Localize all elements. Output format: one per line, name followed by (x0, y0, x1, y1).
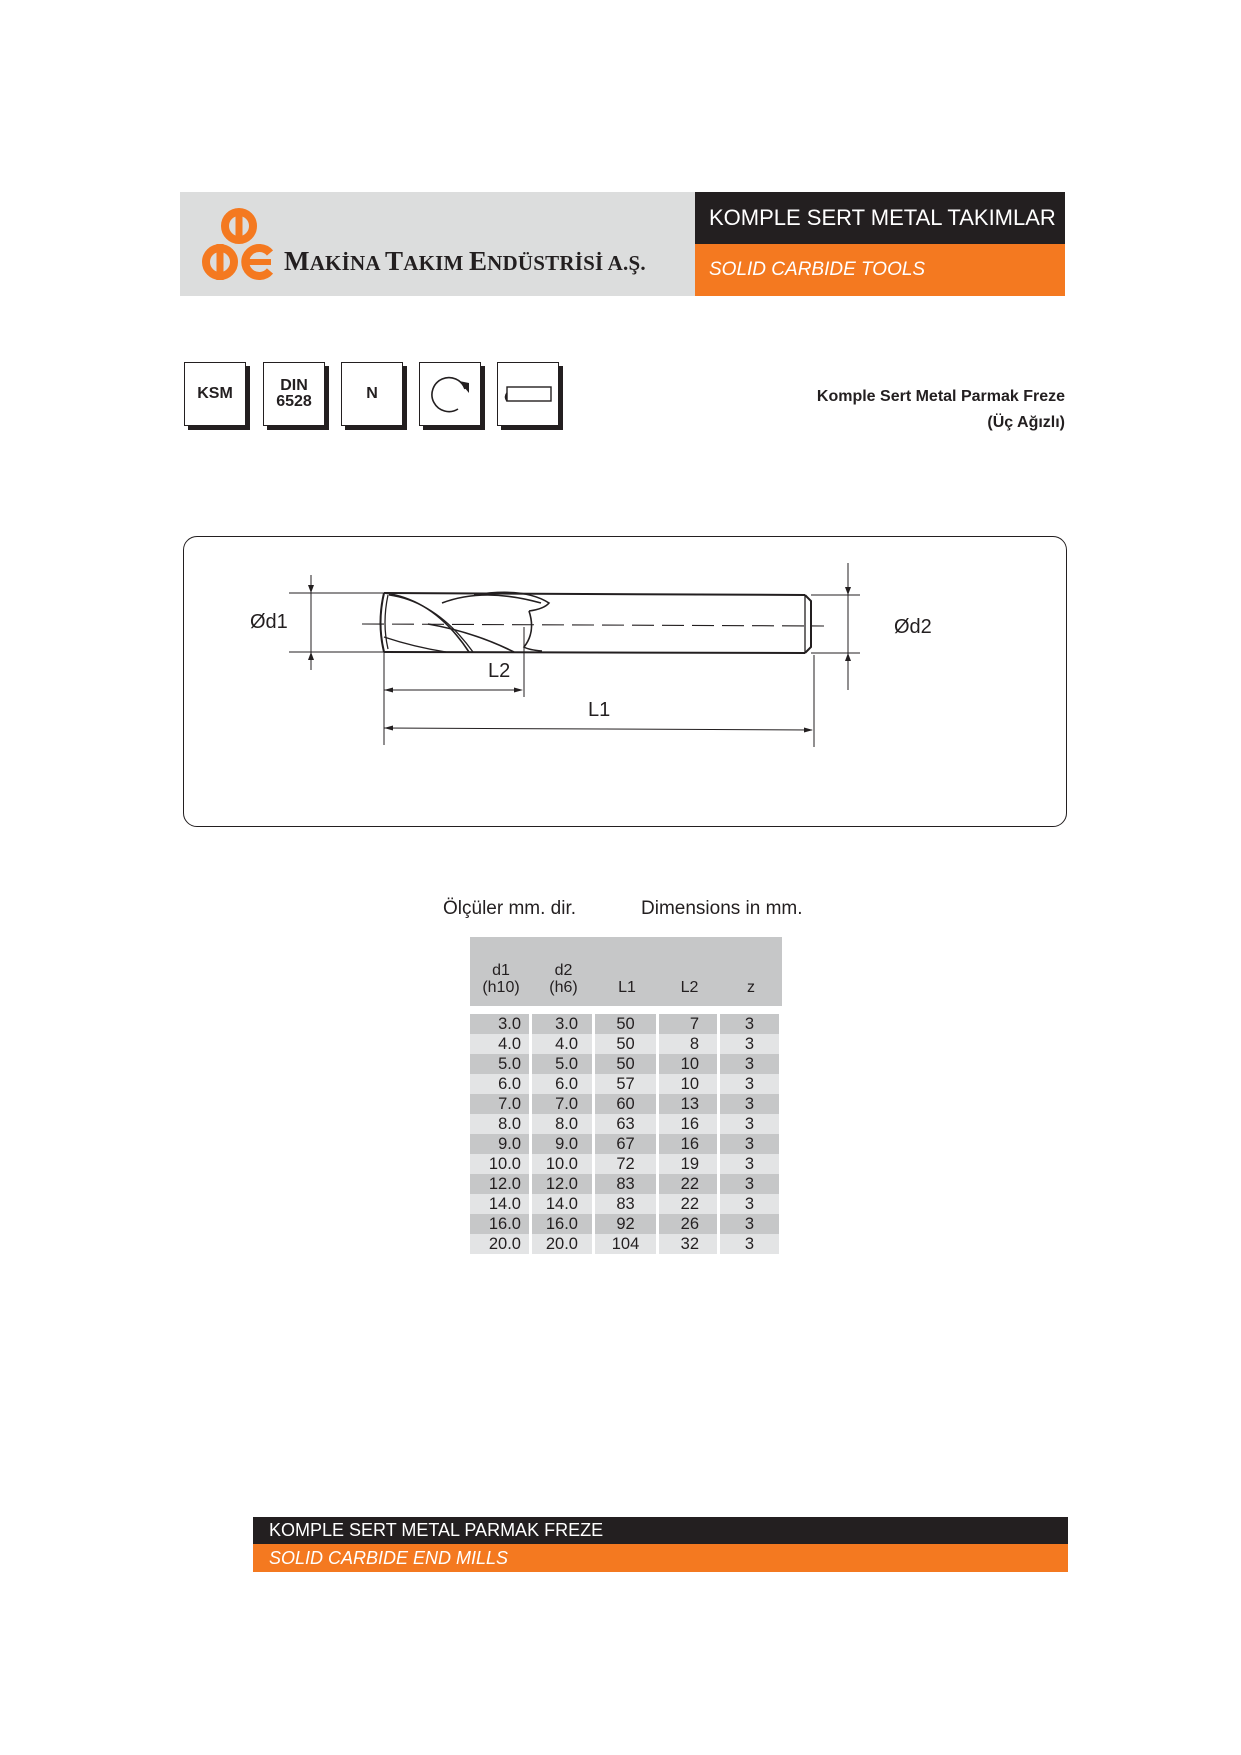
cell-z: 3 (720, 1154, 779, 1174)
table-row (470, 1154, 782, 1174)
cell-d1: 8.0 (470, 1114, 529, 1134)
cell-l1: 67 (595, 1134, 656, 1154)
cell-l1: 50 (595, 1054, 656, 1074)
header-d1-tolerance: (h10) (482, 979, 520, 996)
din-badge-line1: DIN (280, 377, 308, 394)
label-d1: Ød1 (250, 611, 288, 633)
cell-l2: 19 (659, 1154, 717, 1174)
cell-d1: 9.0 (470, 1134, 529, 1154)
cell-l2: 22 (659, 1194, 717, 1214)
ksm-badge (184, 362, 246, 426)
header-l1 (595, 937, 659, 1006)
product-subtitle: (Üç Ağızlı) (987, 414, 1065, 431)
table-row (470, 1214, 782, 1234)
cell-l1: 72 (595, 1154, 656, 1174)
cell-l2: 32 (659, 1234, 717, 1254)
header-d2-tolerance: (h6) (549, 979, 578, 996)
table-row (470, 1174, 782, 1194)
company-name-initial: M (284, 246, 310, 276)
dimensions-caption-tr: Ölçüler mm. dir. (443, 898, 577, 919)
footer-title-en: SOLID CARBIDE END MILLS (253, 1544, 1068, 1572)
cell-d2: 14.0 (532, 1194, 592, 1214)
cell-l1: 57 (595, 1074, 656, 1094)
cell-d1: 12.0 (470, 1174, 529, 1194)
dimensions-caption-en: Dimensions in mm. (641, 898, 803, 919)
cell-d2: 12.0 (532, 1174, 592, 1194)
cell-d2: 3.0 (532, 1014, 592, 1034)
header-l2-text: L2 (680, 979, 699, 996)
cell-l2: 26 (659, 1214, 717, 1234)
cell-d2: 4.0 (532, 1034, 592, 1054)
company-name-rest: NDÜSTRİSİ (487, 251, 608, 275)
cell-d1: 20.0 (470, 1234, 529, 1254)
table-row (470, 1094, 782, 1114)
table-row (470, 1074, 782, 1094)
company-name-initial: E (468, 246, 488, 276)
cell-z: 3 (720, 1134, 779, 1154)
cell-z: 3 (720, 1054, 779, 1074)
n-badge-text: N (366, 385, 378, 402)
cell-d2: 5.0 (532, 1054, 592, 1074)
din-badge (263, 362, 325, 426)
header-d2-name: d2 (554, 962, 573, 979)
category-title-en: SOLID CARBIDE TOOLS (695, 244, 1065, 296)
company-name-rest: AKIM (403, 251, 469, 275)
header-d1 (470, 937, 532, 1006)
cell-l2: 7 (659, 1014, 717, 1034)
technical-drawing (183, 536, 1067, 827)
cell-d1: 14.0 (470, 1194, 529, 1214)
company-name (284, 246, 646, 277)
cell-d2: 16.0 (532, 1214, 592, 1234)
ksm-badge-text: KSM (197, 385, 233, 402)
rotation-icon (419, 362, 481, 426)
company-name-rest: AKİNA (309, 251, 385, 275)
table-row (470, 1014, 782, 1034)
cell-l2: 8 (659, 1034, 717, 1054)
table-row (470, 1034, 782, 1054)
cell-d1: 10.0 (470, 1154, 529, 1174)
cell-d1: 5.0 (470, 1054, 529, 1074)
n-badge (341, 362, 403, 426)
table-row (470, 1194, 782, 1214)
label-l1: L1 (588, 699, 611, 721)
cell-l1: 92 (595, 1214, 656, 1234)
cell-z: 3 (720, 1194, 779, 1214)
header-l1-text: L1 (618, 979, 636, 996)
cell-d2: 9.0 (532, 1134, 592, 1154)
end-mill-drawing (184, 537, 1068, 828)
company-name-rest: A.Ş. (607, 251, 646, 275)
cell-d2: 7.0 (532, 1094, 592, 1114)
table-row (470, 1054, 782, 1074)
cell-l2: 10 (659, 1054, 717, 1074)
cell-z: 3 (720, 1014, 779, 1034)
cell-l1: 60 (595, 1094, 656, 1114)
cell-l2: 13 (659, 1094, 717, 1114)
cell-l1: 83 (595, 1194, 656, 1214)
header-z (720, 937, 782, 1006)
cell-d1: 16.0 (470, 1214, 529, 1234)
cell-d1: 6.0 (470, 1074, 529, 1094)
table-body (470, 1014, 782, 1254)
cell-z: 3 (720, 1034, 779, 1054)
product-title: Komple Sert Metal Parmak Freze (816, 388, 1065, 405)
cell-z: 3 (720, 1234, 779, 1254)
header-z-text: z (747, 979, 755, 996)
cell-l1: 50 (595, 1034, 656, 1054)
cell-d1: 4.0 (470, 1034, 529, 1054)
cell-d2: 20.0 (532, 1234, 592, 1254)
cell-d2: 6.0 (532, 1074, 592, 1094)
cell-l1: 50 (595, 1014, 656, 1034)
cell-d2: 10.0 (532, 1154, 592, 1174)
header-d2 (532, 937, 595, 1006)
cell-z: 3 (720, 1214, 779, 1234)
cell-d1: 3.0 (470, 1014, 529, 1034)
cell-z: 3 (720, 1094, 779, 1114)
din-badge-line2: 6528 (276, 393, 312, 410)
cell-l1: 83 (595, 1174, 656, 1194)
shank-icon (497, 362, 559, 426)
table-header (470, 937, 782, 1006)
cell-d2: 8.0 (532, 1114, 592, 1134)
cell-z: 3 (720, 1074, 779, 1094)
footer-title-tr: KOMPLE SERT METAL PARMAK FREZE (253, 1517, 1068, 1544)
cell-l2: 10 (659, 1074, 717, 1094)
table-row (470, 1234, 782, 1254)
table-row (470, 1134, 782, 1154)
cell-l1: 63 (595, 1114, 656, 1134)
cell-l2: 16 (659, 1134, 717, 1154)
cell-l2: 16 (659, 1114, 717, 1134)
mte-logo-icon (200, 208, 278, 282)
cell-d1: 7.0 (470, 1094, 529, 1114)
category-title-tr: KOMPLE SERT METAL TAKIMLAR (695, 192, 1065, 244)
cell-z: 3 (720, 1114, 779, 1134)
cell-z: 3 (720, 1174, 779, 1194)
header-l2 (659, 937, 720, 1006)
company-name-initial: T (384, 246, 404, 276)
header-d1-name: d1 (492, 962, 510, 979)
label-d2: Ød2 (894, 616, 932, 638)
clockwise-rotation-icon (425, 369, 475, 419)
dimensions-table (470, 937, 782, 1254)
table-row (470, 1114, 782, 1134)
cell-l2: 22 (659, 1174, 717, 1194)
cell-l1: 104 (595, 1234, 656, 1254)
label-l2: L2 (488, 660, 511, 682)
cylindrical-shank-icon (502, 379, 554, 409)
